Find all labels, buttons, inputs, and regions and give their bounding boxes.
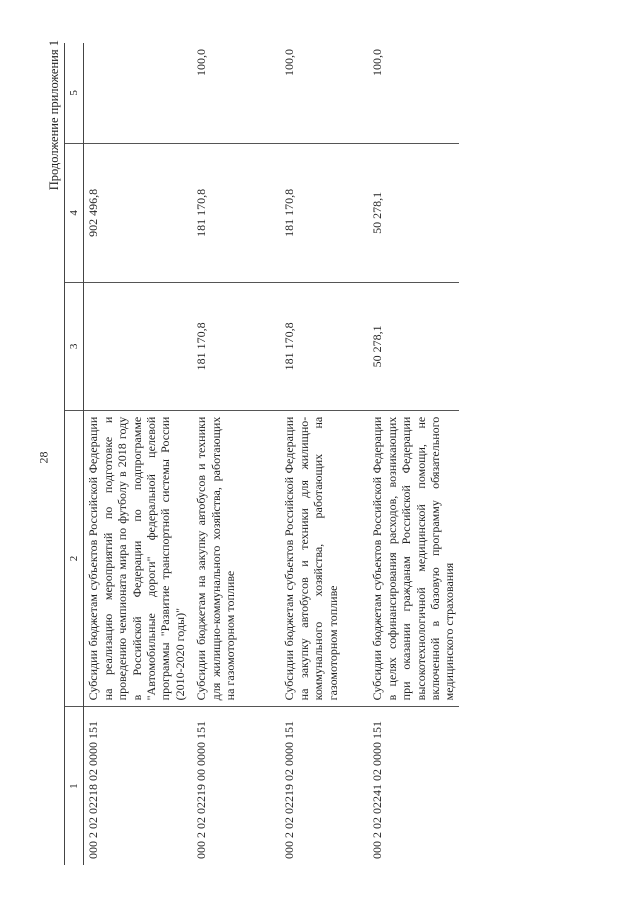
column-number: 2	[65, 410, 84, 707]
table-row	[368, 43, 458, 865]
table-row	[192, 43, 280, 865]
cell-col3: 50 278,1	[368, 283, 458, 411]
item-description: Субсидии бюджетам субъектов Российской Федерации в целях софинансирования расходов, возникающих при оказании гражданам Российской Федерации высокотехнологичной медицинской помощи, не включенной в базовую программу обязательного медицинского страхования	[368, 410, 458, 707]
column-number: 3	[65, 283, 84, 411]
item-description: Субсидии бюджетам субъектов Российской Федерации на реализацию мероприятий по подготовке и проведению чемпионата мира по футболу в 2018 году в Российской Федерации по подпрограмме "Автомобильные дороги" федеральной целевой программы "Развитие транспортной системы России (2010-2020 годы)"	[84, 410, 193, 707]
cell-col3: 181 170,8	[192, 283, 280, 411]
budget-code: 000 2 02 02218 02 0000 151	[86, 721, 101, 859]
budget-code: 000 2 02 02241 02 0000 151	[370, 721, 385, 859]
budget-table	[64, 43, 459, 865]
cell-col4: 181 170,8	[192, 143, 280, 282]
cell-col4: 902 496,8	[84, 143, 193, 282]
table-row	[84, 43, 193, 865]
column-number: 5	[65, 43, 84, 143]
item-description: Субсидии бюджетам субъектов Российской Федерации на закупку автобусов и техники для жилищно-коммунального хозяйства, работающих на газомоторном топливе	[280, 410, 368, 707]
column-number: 1	[65, 707, 84, 865]
budget-code: 000 2 02 02219 02 0000 151	[282, 721, 297, 859]
table-row	[280, 43, 368, 865]
column-number-row	[65, 43, 84, 865]
cell-col3	[84, 283, 193, 411]
budget-code: 000 2 02 02219 00 0000 151	[194, 721, 209, 859]
cell-col4: 50 278,1	[368, 143, 458, 282]
page-number: 28	[36, 451, 51, 464]
item-description: Субсидии бюджетам на закупку автобусов и техники для жилищно-коммунального хозяйства, работающих на газомоторном топливе	[192, 410, 280, 707]
column-number: 4	[65, 143, 84, 282]
continuation-header: Продолжение приложения 1	[47, 40, 61, 191]
cell-col5	[84, 43, 193, 143]
cell-col5: 100,0	[192, 43, 280, 143]
cell-col3: 181 170,8	[280, 283, 368, 411]
cell-col5: 100,0	[280, 43, 368, 143]
cell-col4: 181 170,8	[280, 143, 368, 282]
cell-col5: 100,0	[368, 43, 458, 143]
